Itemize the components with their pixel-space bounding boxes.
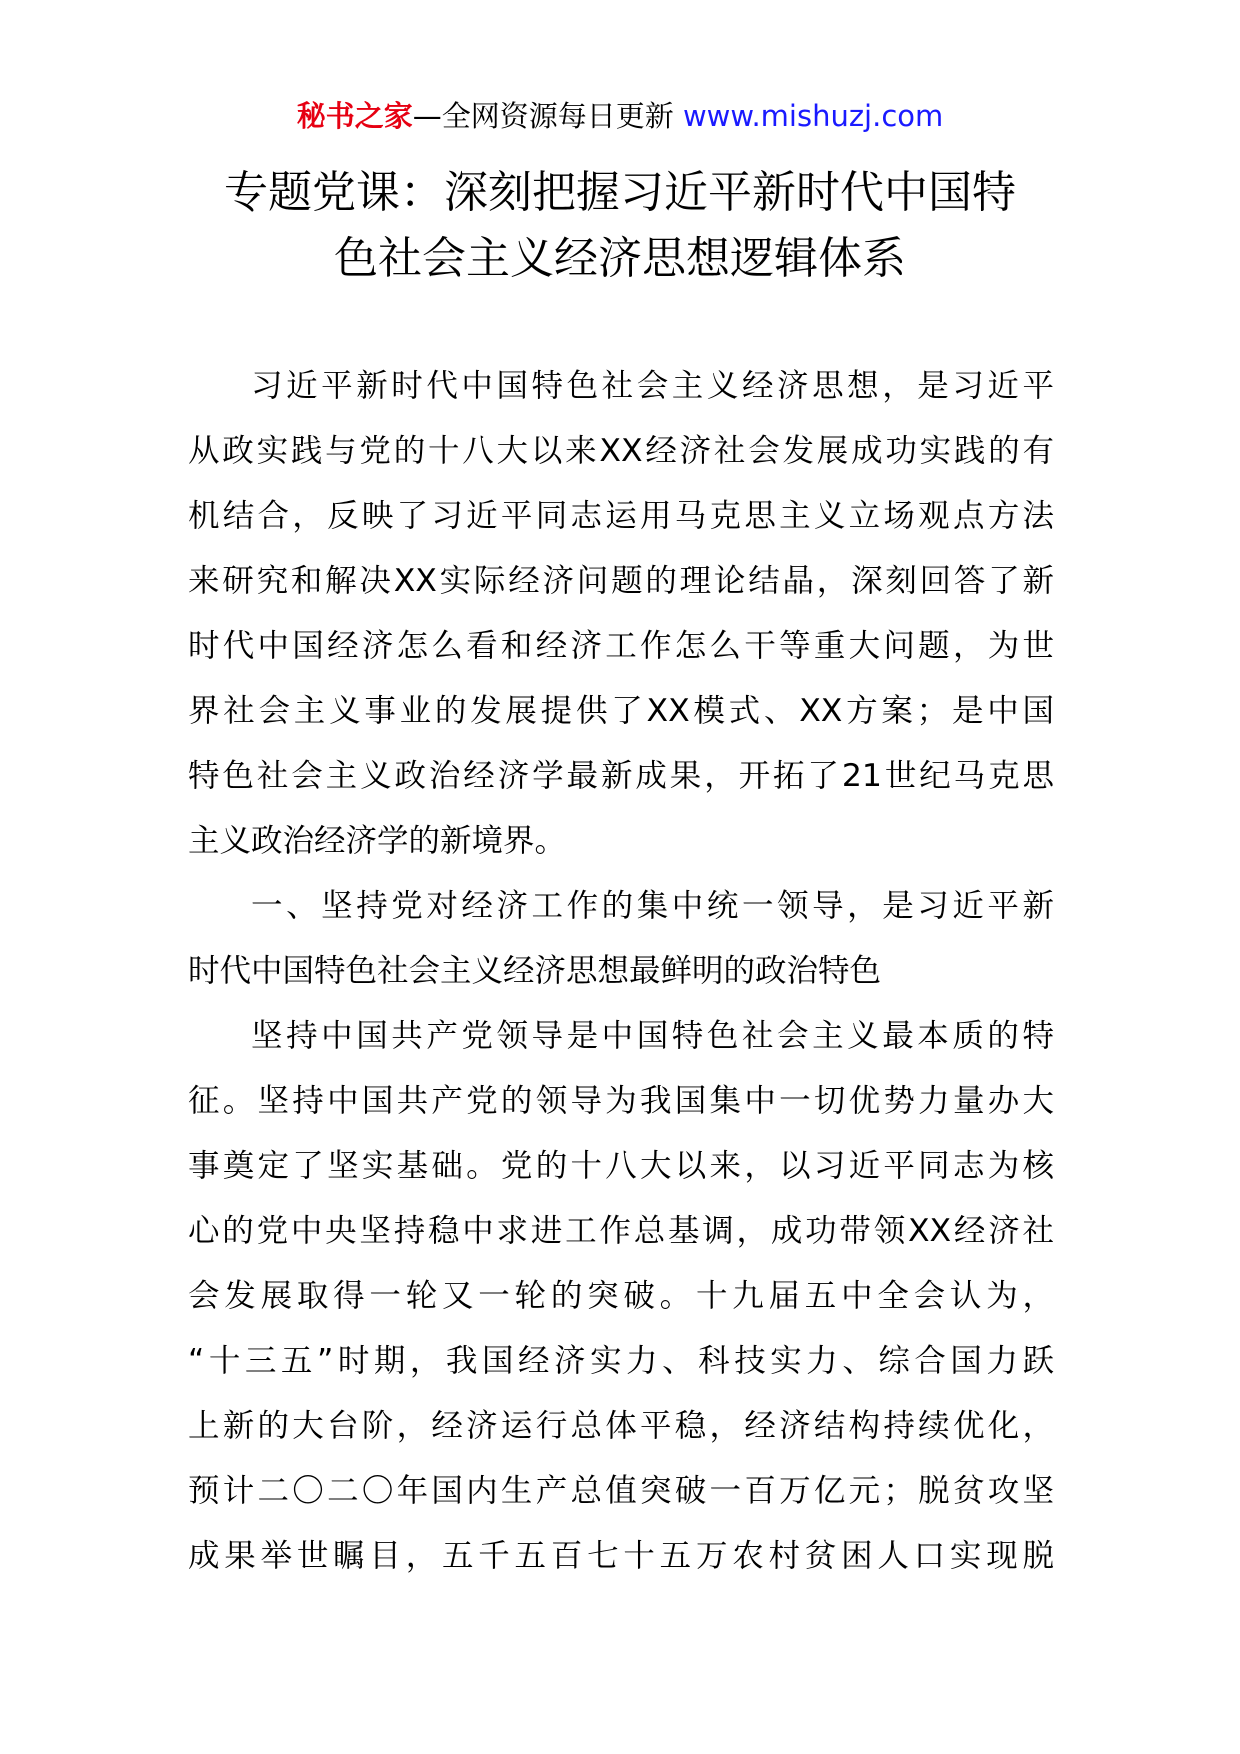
body-line: 会发展取得一轮又一轮的突破。十九届五中全会认为， [188,1278,1054,1314]
document-title [160,160,1080,292]
body-line: 坚持中国共产党领导是中国特色社会主义最本质的特 [251,1018,1054,1054]
title-line: 色社会主义经济思想逻辑体系 [334,233,906,284]
body-line: 征。坚持中国共产党的领导为我国集中一切优势力量办大 [188,1083,1054,1119]
site-brand: 秘书之家 [296,99,413,133]
site-url-link[interactable]: www.mishuzj.com [682,99,944,133]
body-line: 上新的大台阶，经济运行总体平稳，经济结构持续优化， [188,1408,1054,1444]
body-line: 预计二〇二〇年国内生产总值突破一百万亿元；脱贫攻坚 [188,1473,1054,1509]
body-line: 机结合，反映了习近平同志运用马克思主义立场观点方法 [188,498,1054,534]
site-header [0,96,1240,136]
body-line: 主义政治经济学的新境界。 [188,823,567,859]
section-heading-line: 时代中国特色社会主义经济思想最鲜明的政治特色 [188,953,882,989]
body-line: 特色社会主义政治经济学最新成果，开拓了21世纪马克思 [188,758,1054,794]
site-slogan: —全网资源每日更新 [412,99,683,133]
body-line: 界社会主义事业的发展提供了XX模式、XX方案；是中国 [188,693,1054,729]
document-body [188,354,1054,1589]
body-line: 时代中国经济怎么看和经济工作怎么干等重大问题，为世 [188,628,1054,664]
title-line: 专题党课：深刻把握习近平新时代中国特 [224,167,1016,218]
body-line: 成果举世瞩目，五千五百七十五万农村贫困人口实现脱 [188,1538,1054,1574]
body-line: 心的党中央坚持稳中求进工作总基调，成功带领XX经济社 [188,1213,1054,1249]
body-line: 事奠定了坚实基础。党的十八大以来，以习近平同志为核 [188,1148,1054,1184]
body-line: “十三五”时期，我国经济实力、科技实力、综合国力跃 [188,1343,1054,1379]
section-heading-line: 一、坚持党对经济工作的集中统一领导，是习近平新 [251,888,1054,924]
body-line: 来研究和解决XX实际经济问题的理论结晶，深刻回答了新 [188,563,1054,599]
body-line: 习近平新时代中国特色社会主义经济思想，是习近平 [251,368,1054,404]
body-line: 从政实践与党的十八大以来XX经济社会发展成功实践的有 [188,433,1054,469]
